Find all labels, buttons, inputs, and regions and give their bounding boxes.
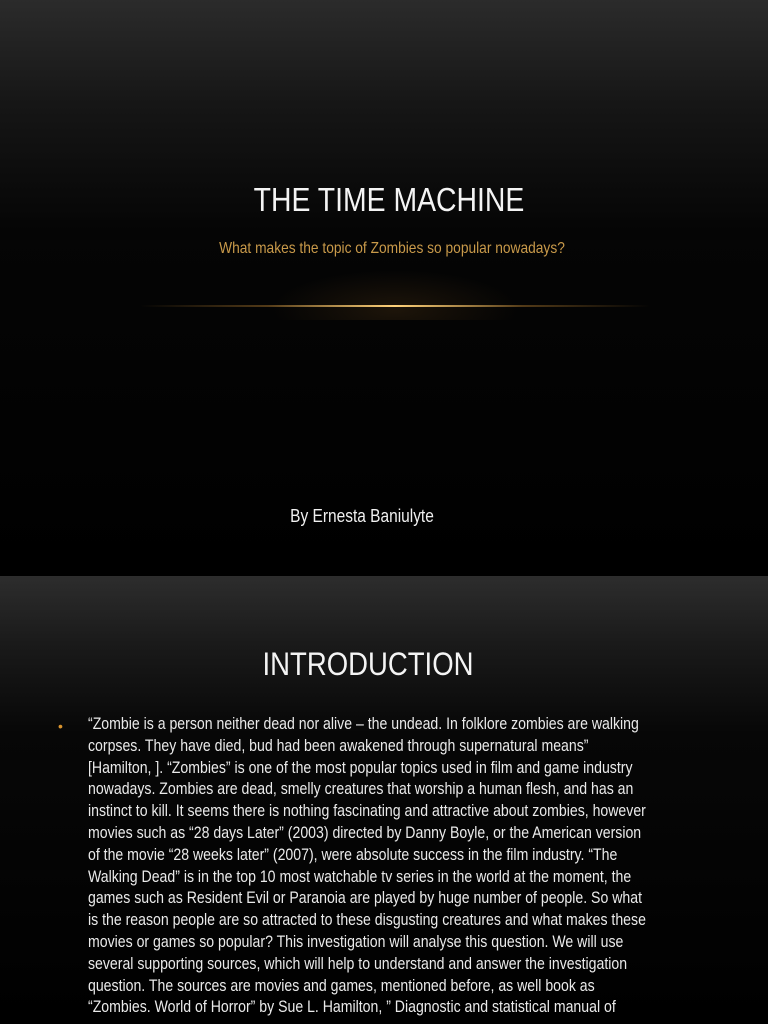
body-line: of the movie “28 weeks later” (2007), were absolute success in the film industry. “The bbox=[88, 845, 618, 864]
decorative-glow-divider bbox=[140, 305, 650, 307]
body-line: Walking Dead” is in the top 10 most watchable tv series in the world at the moment, the bbox=[88, 867, 632, 886]
presentation-title: THE TIME MACHINE bbox=[253, 181, 525, 218]
bullet-marker: • bbox=[58, 718, 63, 734]
glow-halo bbox=[270, 270, 520, 320]
body-line: corpses. They have died, bud had been awakened through supernatural means” bbox=[88, 736, 589, 755]
introduction-slide bbox=[0, 576, 768, 1024]
body-line: question. The sources are movies and games, mentioned before, as well book as bbox=[88, 976, 595, 995]
introduction-body bbox=[88, 714, 705, 1019]
body-line: games such as Resident Evil or Paranoia are played by huge number of people. So what bbox=[88, 889, 643, 908]
introduction-title: INTRODUCTION bbox=[262, 646, 474, 682]
body-line: [Hamilton, ]. “Zombies” is one of the most popular topics used in film and game industry bbox=[88, 758, 633, 777]
body-line: instinct to kill. It seems there is nothing fascinating and attractive about zombies, however bbox=[88, 802, 646, 821]
body-line: “Zombies. World of Horror” by Sue L. Hamilton, ” Diagnostic and statistical manual of bbox=[88, 998, 616, 1017]
author-line: By Ernesta Baniulyte bbox=[290, 506, 434, 526]
body-line: nowadays. Zombies are dead, smelly creatures that worship a human flesh, and has an bbox=[88, 780, 634, 799]
body-line: several supporting sources, which will help to understand and answer the investigation bbox=[88, 954, 628, 973]
body-line: movies or games so popular? This investigation will analyse this question. We will use bbox=[88, 932, 624, 951]
body-line: is the reason people are so attracted to these disgusting creatures and what makes these bbox=[88, 911, 646, 930]
body-line: movies such as “28 days Later” (2003) directed by Danny Boyle, or the American version bbox=[88, 823, 642, 842]
presentation-subtitle: What makes the topic of Zombies so popular nowadays? bbox=[219, 240, 565, 257]
body-line: “Zombie is a person neither dead nor alive – the undead. In folklore zombies are walking bbox=[88, 715, 639, 733]
